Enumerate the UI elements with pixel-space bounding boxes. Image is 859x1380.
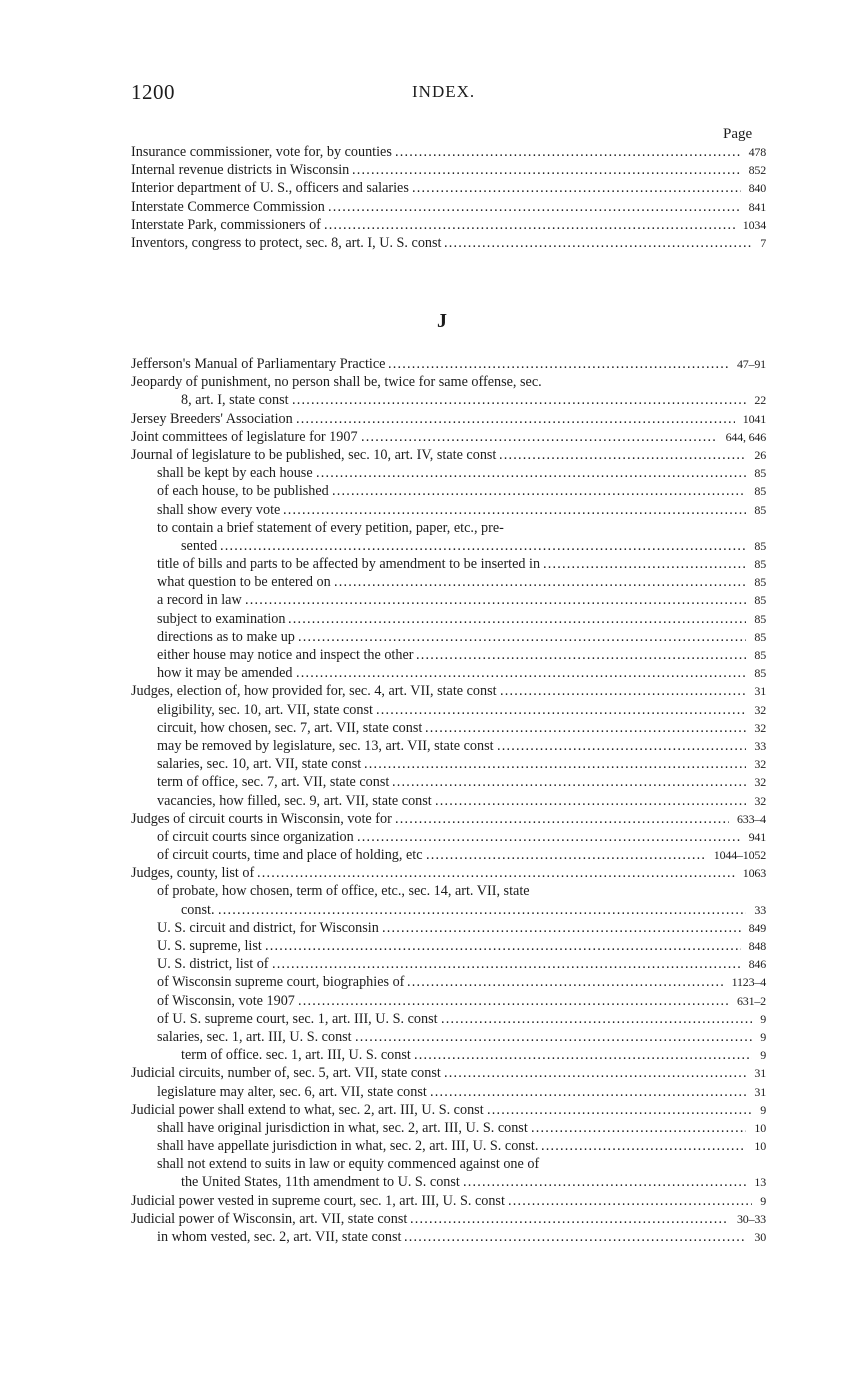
dot-leader	[444, 1064, 746, 1082]
section-letter: J	[437, 310, 447, 332]
entry-text: in whom vested, sec. 2, art. VII, state const	[157, 1229, 402, 1245]
entry-text: of probate, how chosen, term of office, etc., sec. 14, art. VII, state	[157, 883, 530, 900]
entry-text: Jeopardy of punishment, no person shall be, twice for same offense, sec.	[131, 374, 542, 391]
index-entry	[131, 719, 766, 737]
entry-page: 478	[748, 145, 766, 159]
entry-text: directions as to make up	[157, 628, 295, 645]
entry-page: 32	[754, 775, 766, 790]
entry-page: 848	[748, 939, 766, 953]
index-entry	[131, 1155, 766, 1173]
index-entry	[131, 428, 766, 446]
index-entry	[131, 410, 766, 428]
index-entry	[131, 992, 766, 1010]
index-entry	[131, 161, 766, 179]
dot-leader	[272, 955, 741, 973]
index-entry	[131, 628, 766, 646]
index-entry	[131, 919, 766, 937]
entry-text: Jefferson's Manual of Parliamentary Practice	[131, 356, 386, 372]
entry-text: Insurance commissioner, vote for, by counties	[131, 144, 392, 160]
index-entry	[131, 537, 766, 555]
dot-leader	[410, 1210, 729, 1228]
entry-text: either house may notice and inspect the other	[157, 647, 414, 663]
entry-page: 85	[754, 629, 766, 644]
dot-leader	[463, 1173, 746, 1191]
dot-leader	[298, 628, 746, 646]
entry-text: vacancies, how filled, sec. 9, art. VII, state const	[157, 792, 432, 809]
index-entry	[131, 482, 766, 500]
index-entry	[131, 373, 766, 391]
entry-page: 32	[754, 757, 766, 772]
entry-page: 644, 646	[725, 429, 766, 444]
entry-page: 9	[760, 1102, 766, 1117]
index-entry	[131, 573, 766, 591]
entry-page: 85	[754, 538, 766, 553]
entry-text: legislature may alter, sec. 6, art. VII, state const	[157, 1083, 427, 1100]
entry-page: 30–33	[736, 1211, 766, 1226]
dot-leader	[531, 1119, 746, 1137]
dot-leader	[355, 1028, 752, 1046]
index-entry	[131, 555, 766, 573]
index-entry	[131, 846, 766, 864]
entry-page: 941	[748, 829, 766, 844]
index-entry	[131, 1010, 766, 1028]
entry-page: 1123–4	[731, 975, 766, 990]
index-entry	[131, 1046, 766, 1064]
entry-text: how it may be amended	[157, 665, 293, 682]
entry-page: 10	[754, 1120, 766, 1135]
index-entry	[131, 737, 766, 755]
index-entry	[131, 446, 766, 464]
entry-text: to contain a brief statement of every petition, paper, etc., pre-	[157, 519, 504, 536]
entry-text: term of office. sec. 1, art. III, U. S. const	[181, 1047, 411, 1064]
entry-text: U. S. district, list of	[157, 956, 269, 973]
dot-leader	[324, 216, 735, 234]
entry-page: 1041	[742, 411, 766, 426]
index-entry	[131, 610, 766, 628]
dot-leader	[357, 828, 741, 846]
dot-leader	[426, 846, 706, 864]
index-entry	[131, 1210, 766, 1228]
index-entry	[131, 1228, 766, 1246]
dot-leader	[430, 1083, 746, 1101]
index-entry	[131, 391, 766, 409]
entry-page: 846	[748, 957, 766, 972]
page-number: 1200	[131, 80, 175, 104]
dot-leader	[395, 810, 729, 828]
entry-text: Joint committees of legislature for 1907	[131, 428, 358, 445]
entry-text: sented	[181, 537, 218, 554]
entry-page: 631–2	[736, 993, 766, 1008]
index-block-i	[131, 143, 766, 252]
dot-leader	[435, 792, 746, 810]
index-entry	[131, 216, 766, 234]
dot-leader	[265, 937, 741, 955]
dot-leader	[388, 355, 729, 373]
index-entry	[131, 234, 766, 252]
dot-leader	[328, 198, 741, 216]
entry-text: of each house, to be published	[157, 483, 329, 500]
entry-page: 9	[760, 1029, 766, 1044]
dot-leader	[392, 773, 746, 791]
entry-text: shall have original jurisdiction in what, sec. 2, art. III, U. S. const	[157, 1119, 528, 1136]
dot-leader	[395, 143, 741, 161]
index-entry	[131, 773, 766, 791]
dot-leader	[543, 555, 746, 573]
entry-page: 31	[754, 1066, 766, 1081]
index-entry	[131, 755, 766, 773]
entry-text: of circuit courts, time and place of holding, etc	[157, 847, 423, 864]
dot-leader	[407, 973, 724, 991]
entry-page: 85	[754, 648, 766, 662]
entry-text: const.	[181, 901, 215, 918]
entry-page: 33	[754, 902, 766, 917]
index-entry	[131, 646, 766, 664]
entry-text: Judges, county, list of	[131, 865, 255, 882]
entry-text: title of bills and parts to be affected by amendment to be inserted in	[157, 556, 541, 573]
entry-text: may be removed by legislature, sec. 13, art. VII, state const	[157, 737, 494, 754]
dot-leader	[245, 591, 746, 609]
dot-leader	[352, 161, 741, 179]
index-entry	[131, 810, 766, 828]
entry-text: eligibility, sec. 10, art. VII, state const	[157, 701, 373, 718]
entry-page: 13	[754, 1175, 766, 1190]
entry-text: of Wisconsin supreme court, biographies of	[157, 974, 405, 991]
entry-text: subject to examination	[157, 610, 286, 627]
index-entry	[131, 973, 766, 991]
index-entry	[131, 1028, 766, 1046]
entry-page: 9	[760, 1011, 766, 1026]
entry-text: Judges, election of, how provided for, sec. 4, art. VII, state const	[131, 683, 497, 700]
entry-page: 85	[754, 666, 766, 681]
entry-page: 26	[754, 447, 766, 462]
dot-leader	[441, 1010, 752, 1028]
entry-page: 7	[760, 235, 766, 250]
dot-leader	[500, 682, 746, 700]
index-entry	[131, 591, 766, 609]
entry-text: of circuit courts since organization	[157, 828, 354, 845]
entry-text: Judges of circuit courts in Wisconsin, vote for	[131, 810, 392, 827]
entry-text: a record in law	[157, 592, 242, 609]
page-title: INDEX.	[412, 82, 476, 101]
dot-leader	[412, 179, 741, 197]
entry-text: shall not extend to suits in law or equity commenced against one of	[157, 1156, 540, 1173]
dot-leader	[414, 1046, 752, 1064]
index-entry	[131, 198, 766, 216]
dot-leader	[508, 1192, 752, 1210]
entry-text: Jersey Breeders' Association	[131, 410, 293, 427]
index-entry	[131, 828, 766, 846]
dot-leader	[220, 537, 746, 555]
index-entry	[131, 1173, 766, 1191]
entry-text: Judicial power vested in supreme court, sec. 1, art. III, U. S. const	[131, 1192, 505, 1209]
entry-page: 32	[754, 702, 766, 717]
entry-text: what question to be entered on	[157, 574, 331, 591]
index-entry	[131, 1083, 766, 1101]
index-entry	[131, 143, 766, 161]
entry-text: shall have appellate jurisdiction in what, sec. 2, art. III, U. S. const.	[157, 1138, 539, 1155]
dot-leader	[364, 755, 746, 773]
dot-leader	[296, 664, 746, 682]
entry-page: 840	[748, 181, 766, 196]
entry-page: 633–4	[736, 811, 766, 826]
dot-leader	[298, 992, 729, 1010]
index-entry	[131, 955, 766, 973]
entry-text: Judicial power shall extend to what, sec. 2, art. III, U. S. const	[131, 1101, 484, 1118]
dot-leader	[416, 646, 746, 664]
entry-page: 1044–1052	[713, 848, 766, 863]
index-entry	[131, 519, 766, 537]
dot-leader	[288, 610, 746, 628]
dot-leader	[487, 1101, 752, 1119]
index-entry	[131, 501, 766, 519]
dot-leader	[376, 701, 746, 719]
entry-text: salaries, sec. 1, art. III, U. S. const	[157, 1028, 352, 1045]
index-entry	[131, 664, 766, 682]
index-entry	[131, 792, 766, 810]
dot-leader	[334, 573, 746, 591]
index-entry	[131, 1101, 766, 1119]
entry-page: 849	[748, 920, 766, 935]
entry-page: 31	[754, 684, 766, 699]
entry-page: 85	[754, 575, 766, 590]
dot-leader	[404, 1228, 746, 1246]
entry-page: 85	[754, 484, 766, 499]
index-block-j	[131, 355, 766, 1246]
entry-text: shall be kept by each house	[157, 465, 313, 482]
entry-text: the United States, 11th amendment to U. S. const	[181, 1174, 460, 1191]
entry-page: 1034	[742, 217, 766, 232]
entry-text: Internal revenue districts in Wisconsin	[131, 162, 350, 179]
entry-text: Interstate Commerce Commission	[131, 198, 325, 215]
index-entry	[131, 1064, 766, 1082]
index-entry	[131, 179, 766, 197]
entry-page: 22	[754, 393, 766, 408]
dot-leader	[283, 501, 746, 519]
entry-page: 9	[760, 1193, 766, 1208]
entry-text: Interstate Park, commissioners of	[131, 216, 321, 233]
entry-page: 1063	[742, 866, 766, 881]
entry-text: Inventors, congress to protect, sec. 8, art. I, U. S. const	[131, 234, 442, 251]
entry-text: of U. S. supreme court, sec. 1, art. III, U. S. const	[157, 1010, 438, 1027]
index-entry	[131, 1192, 766, 1210]
entry-page: 10	[754, 1139, 766, 1154]
index-entry	[131, 901, 766, 919]
page-column-label: Page	[723, 126, 753, 142]
entry-text: of Wisconsin, vote 1907	[157, 992, 295, 1009]
dot-leader	[382, 919, 741, 937]
index-entry	[131, 1137, 766, 1155]
entry-page: 85	[754, 557, 766, 572]
dot-leader	[541, 1137, 746, 1155]
entry-page: 85	[754, 502, 766, 517]
dot-leader	[361, 428, 718, 446]
dot-leader	[292, 391, 746, 409]
entry-page: 30	[754, 1230, 766, 1244]
index-entry	[131, 864, 766, 882]
entry-page: 47–91	[736, 357, 766, 371]
index-entry	[131, 682, 766, 700]
entry-text: U. S. circuit and district, for Wisconsin	[157, 919, 379, 936]
index-entry	[131, 937, 766, 955]
index-entry	[131, 882, 766, 900]
entry-page: 32	[754, 720, 766, 735]
entry-text: U. S. supreme, list	[157, 938, 262, 954]
dot-leader	[218, 901, 746, 919]
entry-page: 852	[748, 163, 766, 178]
entry-page: 32	[754, 793, 766, 808]
entry-page: 85	[754, 593, 766, 608]
entry-page: 33	[754, 738, 766, 753]
dot-leader	[257, 864, 735, 882]
dot-leader	[425, 719, 746, 737]
entry-text: salaries, sec. 10, art. VII, state const	[157, 756, 362, 773]
entry-text: circuit, how chosen, sec. 7, art. VII, state const	[157, 719, 423, 736]
entry-page: 85	[754, 611, 766, 626]
index-entry	[131, 1119, 766, 1137]
entry-page: 9	[760, 1048, 766, 1063]
entry-text: shall show every vote	[157, 501, 281, 518]
dot-leader	[497, 737, 746, 755]
dot-leader	[296, 410, 735, 428]
entry-text: Judicial power of Wisconsin, art. VII, state const	[131, 1210, 408, 1227]
dot-leader	[499, 446, 746, 464]
index-entry	[131, 355, 766, 373]
dot-leader	[444, 234, 752, 252]
entry-page: 31	[754, 1084, 766, 1099]
entry-page: 85	[754, 466, 766, 481]
dot-leader	[316, 464, 746, 482]
dot-leader	[332, 482, 746, 500]
entry-text: Journal of legislature to be published, sec. 10, art. IV, state const	[131, 446, 497, 463]
index-entry	[131, 701, 766, 719]
entry-page: 841	[748, 199, 766, 214]
entry-text: term of office, sec. 7, art. VII, state const	[157, 774, 390, 791]
entry-text: Interior department of U. S., officers and salaries	[131, 180, 409, 197]
entry-text: Judicial circuits, number of, sec. 5, art. VII, state const	[131, 1065, 441, 1082]
entry-text: 8, art. I, state const	[181, 392, 289, 409]
index-entry	[131, 464, 766, 482]
